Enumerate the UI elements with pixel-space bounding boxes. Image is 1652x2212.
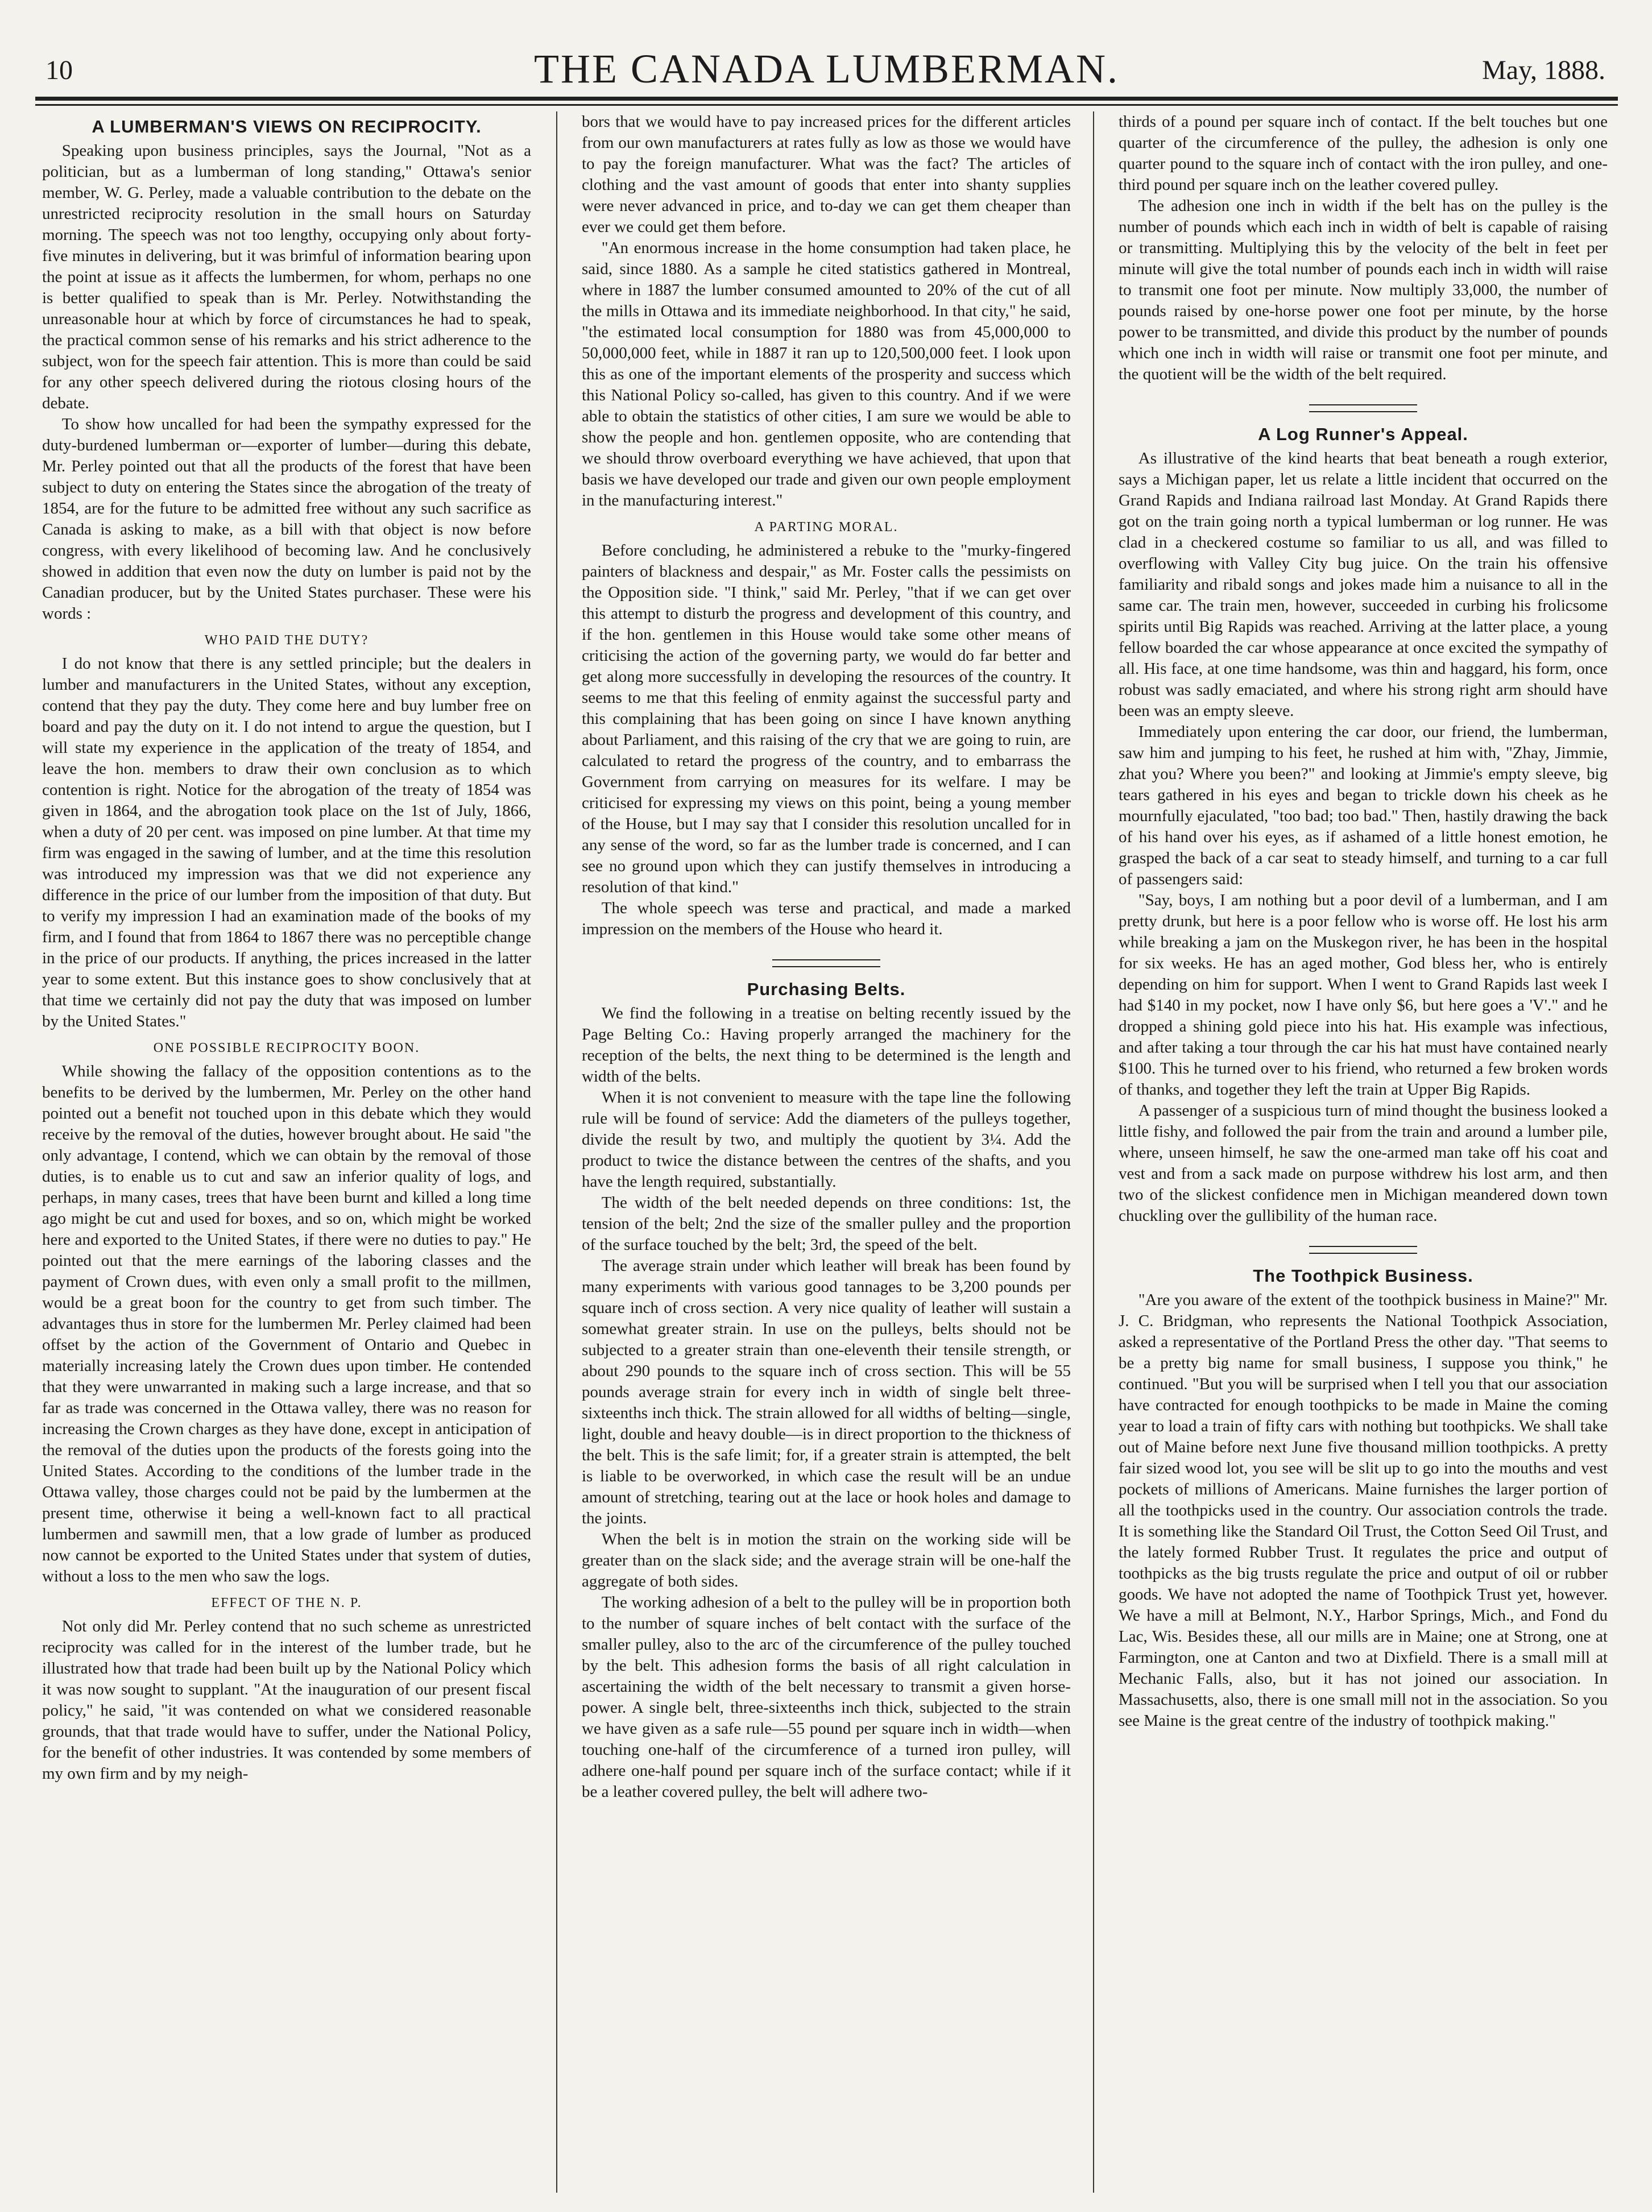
- paragraph: As illustrative of the kind hearts that beat beneath a rough exterior, says a Michigan paper, let us relate a little incident that occurred on the Grand Rapids and Indiana railroad last Monday. At Grand Rapids there got on the train going north a typical lumberman or log runner. He was clad in a checkered costume so familiar to us all, and was filled to overflowing with Valley City bug juice. On the train his offensive familiarity and ribald songs and jokes made him a nuisance to all in the same car. The train men, however, succeeded in curbing his frolicsome spirits until Big Rapids was reached. Arriving at the latter place, a young fellow boarded the car whose appearance at once excited the sympathy of all. His face, at one time handsome, was thin and haggard, his form, once robust was sadly emaciated, and where his strong right arm should have been was an empty sleeve.: [1119, 449, 1608, 720]
- paragraph: The working adhesion of a belt to the pulley will be in proportion both to the number of square inches of belt contact with the surface of the smaller pulley, also to the arc of the circumference of the pulley touched by the belt. This adhesion forms the basis of all right calculation in ascertaining the width of the belt necessary to transmit a given horse-power. A single belt, three-sixteenths inch thick, subjected to the strain we have given as a safe rule—55 pound per square inch in width—when touching one-half of the circumference of a turned iron pulley, will adhere one-half pound per square inch of the surface contact; while if it be a leather covered pulley, the belt will adhere two-: [582, 1593, 1071, 1801]
- paragraph: "An enormous increase in the home consumption had taken place, he said, since 1880. As a sample he cited statistics gathered in Montreal, where in 1887 the lumber consumed amounted to 20% of the cut of all the mills in Ottawa and its immediate neighborhood. In that city," he said, "the estimated local consumption for 1880 was from 45,000,000 to 50,000,000 feet, while in 1887 it ran up to 120,500,000 feet. I look upon this as one of the important elements of the prosperity and success which this National Policy so-called, has given to this country. And if we were able to obtain the statistics of other cities, I am sure we would be able to show the people and hon. gentlemen opposite, who are contending that we should throw overboard everything we have achieved, that upon that basis we have developed our trade and given our own people employment in the manufacturing interest.": [582, 239, 1071, 509]
- section-separator: [1309, 1246, 1417, 1254]
- masthead-rule-thick: [35, 97, 1618, 101]
- issue-date: May, 1888.: [1482, 55, 1605, 85]
- column-divider: [1093, 111, 1094, 2193]
- article-heading: A LUMBERMAN'S VIEWS ON RECIPROCITY.: [92, 117, 482, 136]
- paragraph: Immediately upon entering the car door, our friend, the lumberman, saw him and jumping to his feet, he rushed at him with, "Zhay, Jimmie, zhat you? Where you been?" and looking at Jimmie's empty sleeve, big tears gathered in his eyes and began to trickle down his cheek as he mournfully ejaculated, "too bad; too bad." Then, hastily drawing the back of his hand over his eyes, as if ashamed of a little honest emotion, he grasped the back of a car seat to steady himself, and turning to a car full of passengers said:: [1119, 723, 1608, 888]
- paragraph: thirds of a pound per square inch of contact. If the belt touches but one quarter of the circumference of the pulley, the adhesion is only one quarter pound to the square inch of contact with the iron pulley, and one-third pound per square inch on the leather covered pulley.: [1119, 113, 1608, 194]
- paragraph: The whole speech was terse and practical, and made a marked impression on the members of the House who heard it.: [582, 899, 1071, 938]
- paragraph: The width of the belt needed depends on three conditions: 1st, the tension of the belt; 2nd the size of the smaller pulley and the proportion of the surface touched by the belt; 3rd, the speed of the belt.: [582, 1194, 1071, 1254]
- masthead-rule-thin: [35, 104, 1618, 106]
- column-2: [582, 111, 1071, 2193]
- paragraph: A passenger of a suspicious turn of mind thought the business looked a little fishy, and followed the pair from the train and around a lumber pile, where, unseen himself, he saw the one-armed man take off his coat and vest and from a sack made on purpose withdrew his lost arm, and then two of the slickest confidence men in Michigan meandered down town chuckling over the gullibility of the human race.: [1119, 1101, 1608, 1225]
- paragraph: When the belt is in motion the strain on the working side will be greater than on the slack side; and the average strain will be one-half the aggregate of both sides.: [582, 1530, 1071, 1590]
- paragraph: "Are you aware of the extent of the toothpick business in Maine?" Mr. J. C. Bridgman, who represents the National Toothpick Association, asked a representative of the Portland Press the other day. "That seems to be a pretty big name for small business, I suppose you think," he continued. "But you will be surprised when I tell you that our association have contracted for enough toothpicks to be made in Maine the coming year to load a train of fifty cars with nothing but toothpicks. We shall take out of Maine before next June five thousand million toothpicks. A pretty fair sized wood lot, you see will be slit up to go into the mouths and vest pockets of millions of Americans. Maine furnishes the larger portion of all the toothpicks used in the country. Our association controls the trade. It is something like the Standard Oil Trust, the Cotton Seed Oil Trust, and the lately formed Rubber Trust. It regulates the price and output of toothpicks as the big trusts regulate the price and output of oil or rubber goods. We have not adopted the name of Toothpick Trust yet, however. We have a mill at Belmont, N.Y., Harbor Springs, Mich., and Fond du Lac, Wis. Besides these, all our mills are in Maine; one at Strong, one at Farmington, one at Canton and two at Dixfield. There is a small mill at Mechanic Falls, also, but it has not joined our association. In Massachusetts, also, there is one small mill not in the association. So you see Maine is the great centre of the industry of toothpick making.": [1119, 1291, 1608, 1730]
- subheading: A PARTING MORAL.: [754, 520, 899, 535]
- paragraph: I do not know that there is any settled principle; but the dealers in lumber and manufacturers in the United States, without any exception, contend that they pay the duty. They come here and buy lumber free on board and pay the duty on it. I do not intend to argue the question, but I will state my experience in the application of the treaty of 1854, and leave the hon. members to draw their own conclusion as to which contention is right. Notice for the abrogation of the treaty of 1854 was given in 1864, and the abrogation took place on the 1st of July, 1866, when a duty of 20 per cent. was imposed on pine lumber. At that time my firm was engaged in the sawing of lumber, and at the time this resolution was introduced my impression was that we did not experience any difference in the price of our lumber from the imposition of that duty. But to verify my impression I had an examination made of the books of my firm, and I found that from 1864 to 1867 there was no perceptible change in the price of our products. If anything, the prices increased in the latter year to some extent. But this instance goes to show conclusively that at that time we certainly did not pay the duty that was imposed on lumber by the United States.": [42, 655, 531, 1030]
- paragraph: The average strain under which leather will break has been found by many experiments with various good tannages to be 3,200 pounds per square inch of cross section. A very nice quality of leather will sustain a somewhat greater strain. In use on the pulleys, belts should not be subjected to a greater strain than one-eleventh their tensile strength, or about 290 pounds to the square inch of cross section. This will be 55 pounds average strain for every inch in width of single belt three-sixteenths inch thick. The strain allowed for all widths of belting—single, light, double and heavy double—is in direct proportion to the thickness of the belt. This is the safe limit; for, if a greater strain is attempted, the belt is liable to be overworked, in which case the result will be an undue amount of stretching, tearing out at the lace or hook holes and damage to the joints.: [582, 1257, 1071, 1527]
- column-3: [1119, 111, 1608, 2193]
- paragraph: "Say, boys, I am nothing but a poor devil of a lumberman, and I am pretty drunk, but here is a poor fellow who is worse off. He lost his arm while breaking a jam on the Muskegon river, he has been in the hospital for six weeks. He has an aged mother, God bless her, who is entirely depending on him for support. When I went to Grand Rapids last week I had $140 in my pocket, now I have only $6, but here goes a 'V'." and he dropped a shining gold piece into his hat. His example was infectious, and after taking a tour through the car his hat must have contained nearly $100. This he turned over to his friend, who returned a few broken words of thanks, and together they left the train at Upper Big Rapids.: [1119, 891, 1608, 1099]
- subheading: WHO PAID THE DUTY?: [204, 633, 369, 648]
- paragraph: Not only did Mr. Perley contend that no such scheme as unrestricted reciprocity was called for in the interest of the lumber trade, but he illustrated how that trade had been built up by the National Policy which it was now sought to supplant. "At the inauguration of our present fiscal policy," he said, "it was contended on what we considered reasonable grounds, that that trade would have to suffer, under the National Policy, for the benefit of other industries. It was contended by some members of my own firm and by my neigh-: [42, 1617, 531, 1783]
- page-number: 10: [45, 55, 73, 85]
- subheading: EFFECT OF THE N. P.: [211, 1596, 362, 1610]
- article-heading: The Toothpick Business.: [1253, 1266, 1473, 1286]
- paragraph: The adhesion one inch in width if the belt has on the pulley is the number of pounds which each inch in width of belt is capable of raising or transmitting. Multiplying this by the velocity of the belt in feet per minute will give the total number of pounds each inch in width will raise to transmit one foot per minute. Now multiply 33,000, the number of pounds raised by one-horse power one foot per minute, by the horse power to be transmitted, and divide this product by the number of pounds which one inch in width will raise or transmit one foot per minute, and the quotient will be the width of the belt required.: [1119, 197, 1608, 383]
- paragraph: When it is not convenient to measure with the tape line the following rule will be found of service: Add the diameters of the pulleys together, divide the result by two, and multiply the quotient by 3¼. Add the product to twice the distance between the centres of the shafts, and you have the length required, substantially.: [582, 1088, 1071, 1191]
- masthead: [35, 44, 1618, 97]
- subheading: ONE POSSIBLE RECIPROCITY BOON.: [153, 1041, 420, 1055]
- article-heading: A Log Runner's Appeal.: [1258, 424, 1468, 444]
- paragraph: While showing the fallacy of the opposition contentions as to the benefits to be derived by the lumbermen, Mr. Perley on the other hand pointed out a benefit not touched upon in this debate which they would receive by the removal of the duties, however brought about. He said "the only advantage, I contend, which we can obtain by the removal of those duties, is to enable us to cut and saw an inferior quality of logs, and perhaps, in many cases, trees that have been burnt and killed a long time ago might be cut and used for boxes, and so on, which might be worked here and exported to the United States, if there were no duties to pay." He pointed out that the mere earnings of the laboring classes and the payment of Crown dues, with even only a small profit to the millmen, would be a great boon for the country to get from such timber. The advantages thus in store for the lumbermen Mr. Perley claimed had been offset by the action of the Government of Ontario and Quebec in materially increasing lately the Crown dues upon timber. He contended that they were unwarranted in making such a large increase, and that so far as trade was concerned in the Ottawa valley, there was no reason for increasing the Crown charges as they have done, except in anticipation of the removal of the duties upon the products of the forests going into the United States. According to the conditions of the lumber trade in the Ottawa valley, those charges could not be paid by the lumbermen at the present time, otherwise it being a well-known fact to all practical lumbermen and sawmill men, that a low grade of lumber as produced now cannot be exported to the United States under that system of duties, without a loss to the men who saw the logs.: [42, 1062, 531, 1585]
- newspaper-title: THE CANADA LUMBERMAN.: [533, 46, 1120, 92]
- paragraph: To show how uncalled for had been the sympathy expressed for the duty-burdened lumberman or—exporter of lumber—during this debate, Mr. Perley pointed out that all the products of the forest that have been subject to duty on entering the States since the abrogation of the treaty of 1854, are for the future to be admitted free without any such sacrifice as Canada is asking to make, as a bill with that object is now before congress, with every likelihood of becoming law. And he conclusively showed in addition that even now the duty on lumber is paid not by the Canadian producer, but by the United States purchaser. These were his words :: [42, 415, 531, 623]
- article-heading: Purchasing Belts.: [747, 979, 906, 999]
- column-1: [42, 111, 531, 2193]
- section-separator: [1309, 404, 1417, 412]
- section-separator: [772, 959, 880, 967]
- paragraph: Before concluding, he administered a rebuke to the "murky-fingered painters of blackness and despair," as Mr. Foster calls the pessimists on the Opposition side. "I think," said Mr. Perley, "that if we can get over this attempt to disturb the progress and development of this country, and if the hon. gentlemen in this House would take some other means of criticising the action of the governing party, we would do far better and get along more successfully in developing the resources of the country. It seems to me that this feeling of enmity against the successful party and this complaining that has been going on since I have known anything about Parliament, and this raising of the cry that we are going to ruin, are calculated to retard the progress of the country, and to embarrass the Government from carrying on measures for its welfare. I may be criticised for expressing my views on this point, being a young member of the House, but I may say that I consider this resolution uncalled for in any sense of the word, so far as the lumber trade is concerned, and I can see no ground upon which they can justify themselves in introducing a resolution of that kind.": [582, 541, 1071, 896]
- column-divider: [556, 111, 557, 2193]
- paragraph: bors that we would have to pay increased prices for the different articles from our own manufacturers at rates fully as low as those we would have to pay the foreign manufacturer. What was the fact? The articles of clothing and the vast amount of goods that enter into shanty supplies were never advanced in price, and to-day we can get them cheaper than ever we could get them before.: [582, 113, 1071, 236]
- paragraph: We find the following in a treatise on belting recently issued by the Page Belting Co.: Having properly arranged the machinery for the reception of the belts, the next thing to be determined is the length and width of the belts.: [582, 1004, 1071, 1086]
- paragraph: Speaking upon business principles, says the Journal, "Not as a politician, but as a lumberman of long standing," Ottawa's senior member, W. G. Perley, made a valuable contribution to the debate on the unrestricted reciprocity resolution in the small hours on Saturday morning. The speech was not too lengthy, occupying only about forty-five minutes in delivering, but it was brimful of information bearing upon the point at issue as it affects the lumbermen, for whom, perhaps no one is better qualified to speak than is Mr. Perley. Notwithstanding the unreasonable hour at which by force of circumstances he had to speak, the practical common sense of his remarks and his strict adherence to the subject, won for the speech fair attention. This is more than could be said for any other speech delivered during the riotous closing hours of the debate.: [42, 142, 531, 412]
